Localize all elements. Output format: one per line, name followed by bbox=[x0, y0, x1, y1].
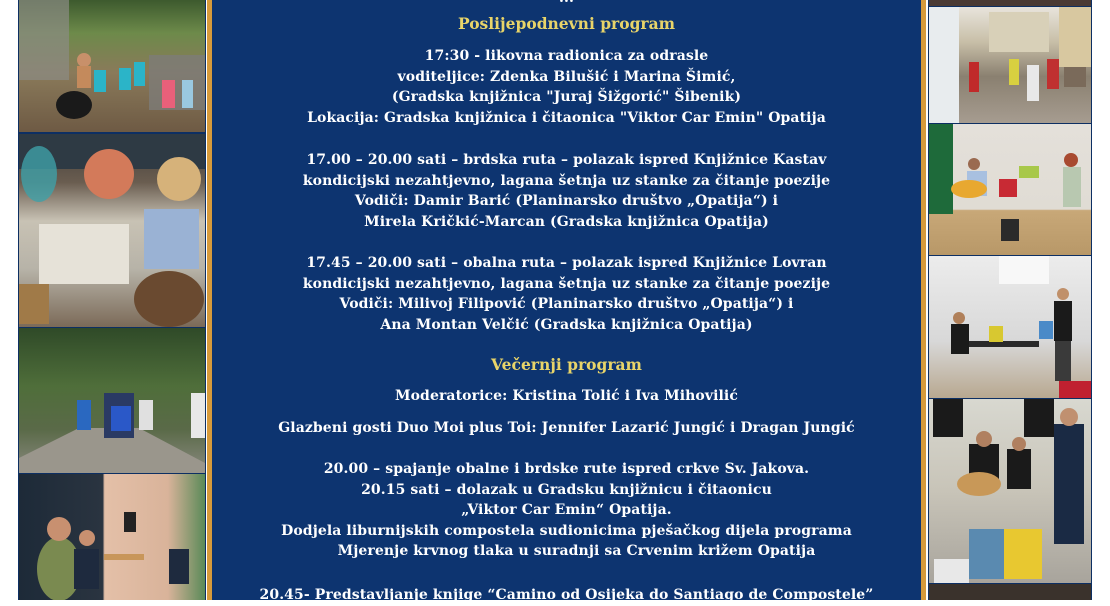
schedule-line: Mjerenje krvnog tlaka u suradnji sa Crvenim križem Opatija bbox=[337, 543, 816, 559]
workshop-line: Lokacija: Gradska knjižnica i čitaonica "Viktor Car Emin" Opatija bbox=[307, 109, 826, 126]
music-guests-line: Glazbeni gosti Duo Moi plus Toi: Jennifer Lazarić Jungić i Dragan Jungić bbox=[278, 420, 855, 436]
photo-top-sliver bbox=[929, 0, 1091, 6]
workshop-line: voditeljice: Zdenka Bilušić i Marina Šimić, bbox=[397, 68, 736, 85]
afternoon-heading: Poslijepodnevni program bbox=[457, 14, 676, 33]
right-gold-border bbox=[921, 0, 926, 600]
photo-evening-illustration bbox=[19, 474, 205, 600]
photo-children-workshop bbox=[19, 0, 205, 132]
photo-crowd-illustration bbox=[929, 7, 1091, 123]
workshop-block bbox=[212, 46, 921, 128]
schedule-line: 20.15 sati – dolazak u Gradsku knjižnicu i čitaonicu bbox=[361, 481, 772, 498]
mountain-route-line: Vodiči: Damir Barić (Planinarsko društvo „Opatija“) i bbox=[354, 193, 779, 209]
photo-talk-illustration bbox=[929, 256, 1091, 398]
photo-guitar-singer bbox=[929, 124, 1091, 255]
photo-art-workshop bbox=[19, 134, 205, 327]
schedule-line: „Viktor Car Emin“ Opatija. bbox=[461, 502, 672, 518]
schedule-line: 20.00 – spajanje obalne i brdske rute ispred crkve Sv. Jakova. bbox=[323, 461, 810, 477]
coastal-route-block bbox=[212, 253, 921, 335]
coastal-route-line: Ana Montan Velčić (Gradska knjižnica Opatija) bbox=[380, 316, 753, 333]
schedule-line: Dodjela liburnijskih compostela sudionicima pješačkog dijela programa bbox=[281, 522, 852, 539]
evening-schedule-block bbox=[212, 459, 921, 562]
photo-children-illustration bbox=[19, 0, 205, 132]
photo-hikers bbox=[19, 328, 205, 473]
mountain-route-line: kondicijski nezahtjevno, lagana šetnja uz stanke za čitanje poezije bbox=[302, 172, 831, 189]
photo-book-talk bbox=[929, 256, 1091, 398]
photo-art-illustration bbox=[19, 134, 205, 327]
photo-band-illustration bbox=[929, 399, 1091, 583]
workshop-line: (Gradska knjižnica "Juraj Šižgorić" Šibenik) bbox=[391, 89, 742, 105]
top-cut-line bbox=[212, 0, 921, 9]
coastal-route-line: 17.45 – 20.00 sati – obalna ruta – polazak ispred Knjižnice Lovran bbox=[306, 255, 827, 271]
photo-band-books bbox=[929, 399, 1091, 583]
photo-street-crowd bbox=[929, 7, 1091, 123]
photo-hikers-illustration bbox=[19, 328, 205, 473]
mountain-route-line: Mirela Kričkić-Marcan (Gradska knjižnica Opatija) bbox=[364, 213, 769, 230]
left-photo-column bbox=[18, 0, 206, 600]
program-panel bbox=[212, 0, 921, 603]
photo-evening-reading bbox=[19, 474, 205, 600]
workshop-line: 17:30 - likovna radionica za odrasle bbox=[424, 48, 709, 64]
coastal-route-line: kondicijski nezahtjevno, lagana šetnja uz stanke za čitanje poezije bbox=[302, 275, 831, 292]
coastal-route-line: Vodiči: Milivoj Filipović (Planinarsko društvo „Opatija“) i bbox=[339, 296, 794, 312]
photo-guitar-illustration bbox=[929, 124, 1091, 255]
evening-heading: Večernji program bbox=[491, 355, 642, 374]
right-photo-column bbox=[928, 0, 1092, 600]
mountain-route-block bbox=[212, 150, 921, 232]
moderators-line: Moderatorice: Kristina Tolić i Iva Mihovilić bbox=[395, 388, 738, 404]
mountain-route-line: 17.00 – 20.00 sati – brdska ruta – polazak ispred Knjižnice Kastav bbox=[306, 152, 827, 168]
book-presentation-line: 20.45- Predstavljanje knjige “Camino od Osijeka do Santiago de Compostele” bbox=[259, 587, 874, 603]
photo-bottom-sliver bbox=[929, 584, 1091, 600]
